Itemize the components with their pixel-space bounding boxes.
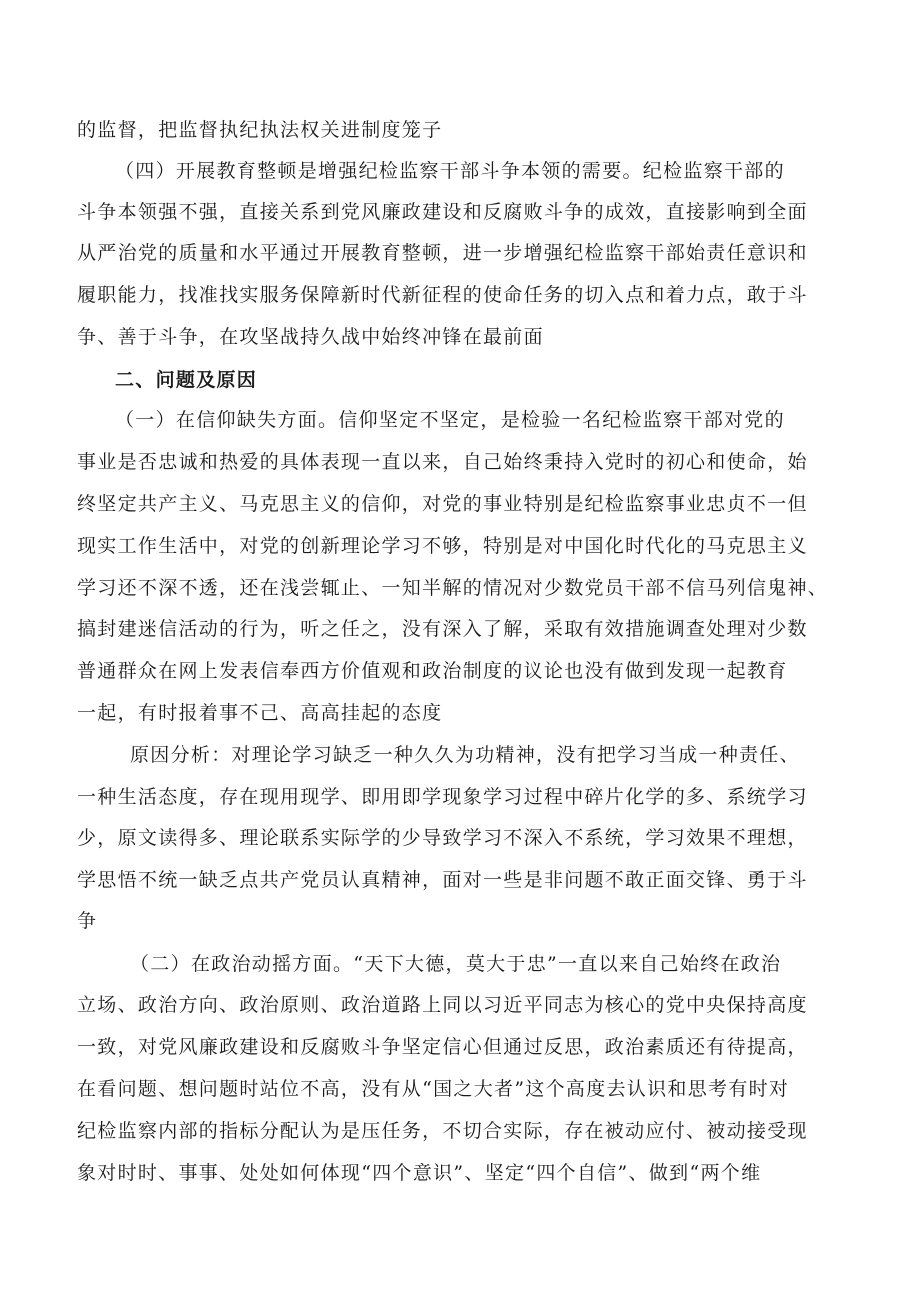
paragraph-2-line-6: 象对时时、事事、处处如何体现“四个意识”、坚定“四个自信”、做到“两个维: [77, 1162, 762, 1184]
analysis-line-5: 争: [77, 910, 98, 932]
section-heading: 二、问题及原因: [115, 369, 258, 391]
analysis-line-1: 原因分析：对理论学习缺乏一种久久为功精神，没有把学习当成一种责任、: [130, 744, 800, 766]
paragraph-4-line-5: 争、善于斗争，在攻坚战持久战中始终冲锋在最前面: [77, 326, 544, 348]
paragraph-1-line-7: 普通群众在网上发表信奉西方价值观和政治制度的议论也没有做到发现一起教育: [77, 660, 788, 682]
text-line-1: 的监督，把监督执纪执法权关进制度笼子: [77, 119, 443, 141]
paragraph-4-line-3: 从严治党的质量和水平通过开展教育整顿，进一步增强纪检监察干部始责任意识和: [77, 242, 808, 264]
paragraph-1-line-8: 一起，有时报着事不己、高高挂起的态度: [77, 702, 443, 724]
analysis-line-4: 学思悟不统一缺乏点共产党员认真精神，面对一些是非问题不敢正面交锋、勇于斗: [77, 869, 808, 891]
paragraph-2-line-1: （二）在政治动摇方面。“天下大德，莫大于忠”一直以来自己始终在政治: [130, 953, 782, 975]
paragraph-4-line-4: 履职能力，找准找实服务保障新时代新征程的使命任务的切入点和着力点，敢于斗: [77, 284, 808, 306]
paragraph-1-line-1: （一）在信仰缺失方面。信仰坚定不坚定，是检验一名纪检监察干部对党的: [115, 409, 785, 431]
paragraph-2-line-4: 在看问题、想问题时站位不高，没有从“国之大者”这个高度去认识和思考有时对: [77, 1078, 790, 1100]
paragraph-1-line-6: 搞封建迷信活动的行为，听之任之，没有深入了解，采取有效措施调查处理对少数: [77, 618, 808, 640]
paragraph-1-line-2: 事业是否忠诚和热爱的具体表现一直以来，自己始终秉持入党时的初心和使命，始: [77, 451, 808, 473]
analysis-line-3: 少，原文读得多、理论联系实际学的少导致学习不深入不系统，学习效果不理想，: [77, 827, 808, 849]
paragraph-2-line-3: 一致，对党风廉政建设和反腐败斗争坚定信心但通过反思，政治素质还有待提高，: [77, 1036, 808, 1058]
paragraph-1-line-3: 终坚定共产主义、马克思主义的信仰，对党的事业特别是纪检监察事业忠贞不一但: [77, 493, 808, 515]
paragraph-4-line-2: 斗争本领强不强，直接关系到党风廉政建设和反腐败斗争的成效，直接影响到全面: [77, 201, 808, 223]
paragraph-2-line-5: 纪检监察内部的指标分配认为是压任务，不切合实际，存在被动应付、被动接受现: [77, 1120, 808, 1142]
analysis-line-2: 一种生活态度，存在现用现学、即用即学现象学习过程中碎片化学的多、系统学习: [77, 786, 808, 808]
paragraph-1-line-5: 学习还不深不透，还在浅尝辄止、一知半解的情况对少数党员干部不信马列信鬼神、: [77, 577, 829, 599]
paragraph-4-line-1: （四）开展教育整顿是增强纪检监察干部斗争本领的需要。纪检监察干部的: [115, 160, 785, 182]
paragraph-2-line-2: 立场、政治方向、政治原则、政治道路上同以习近平同志为核心的党中央保持高度: [77, 994, 808, 1016]
paragraph-1-line-4: 现实工作生活中，对党的创新理论学习不够，特别是对中国化时代化的马克思主义: [77, 535, 808, 557]
